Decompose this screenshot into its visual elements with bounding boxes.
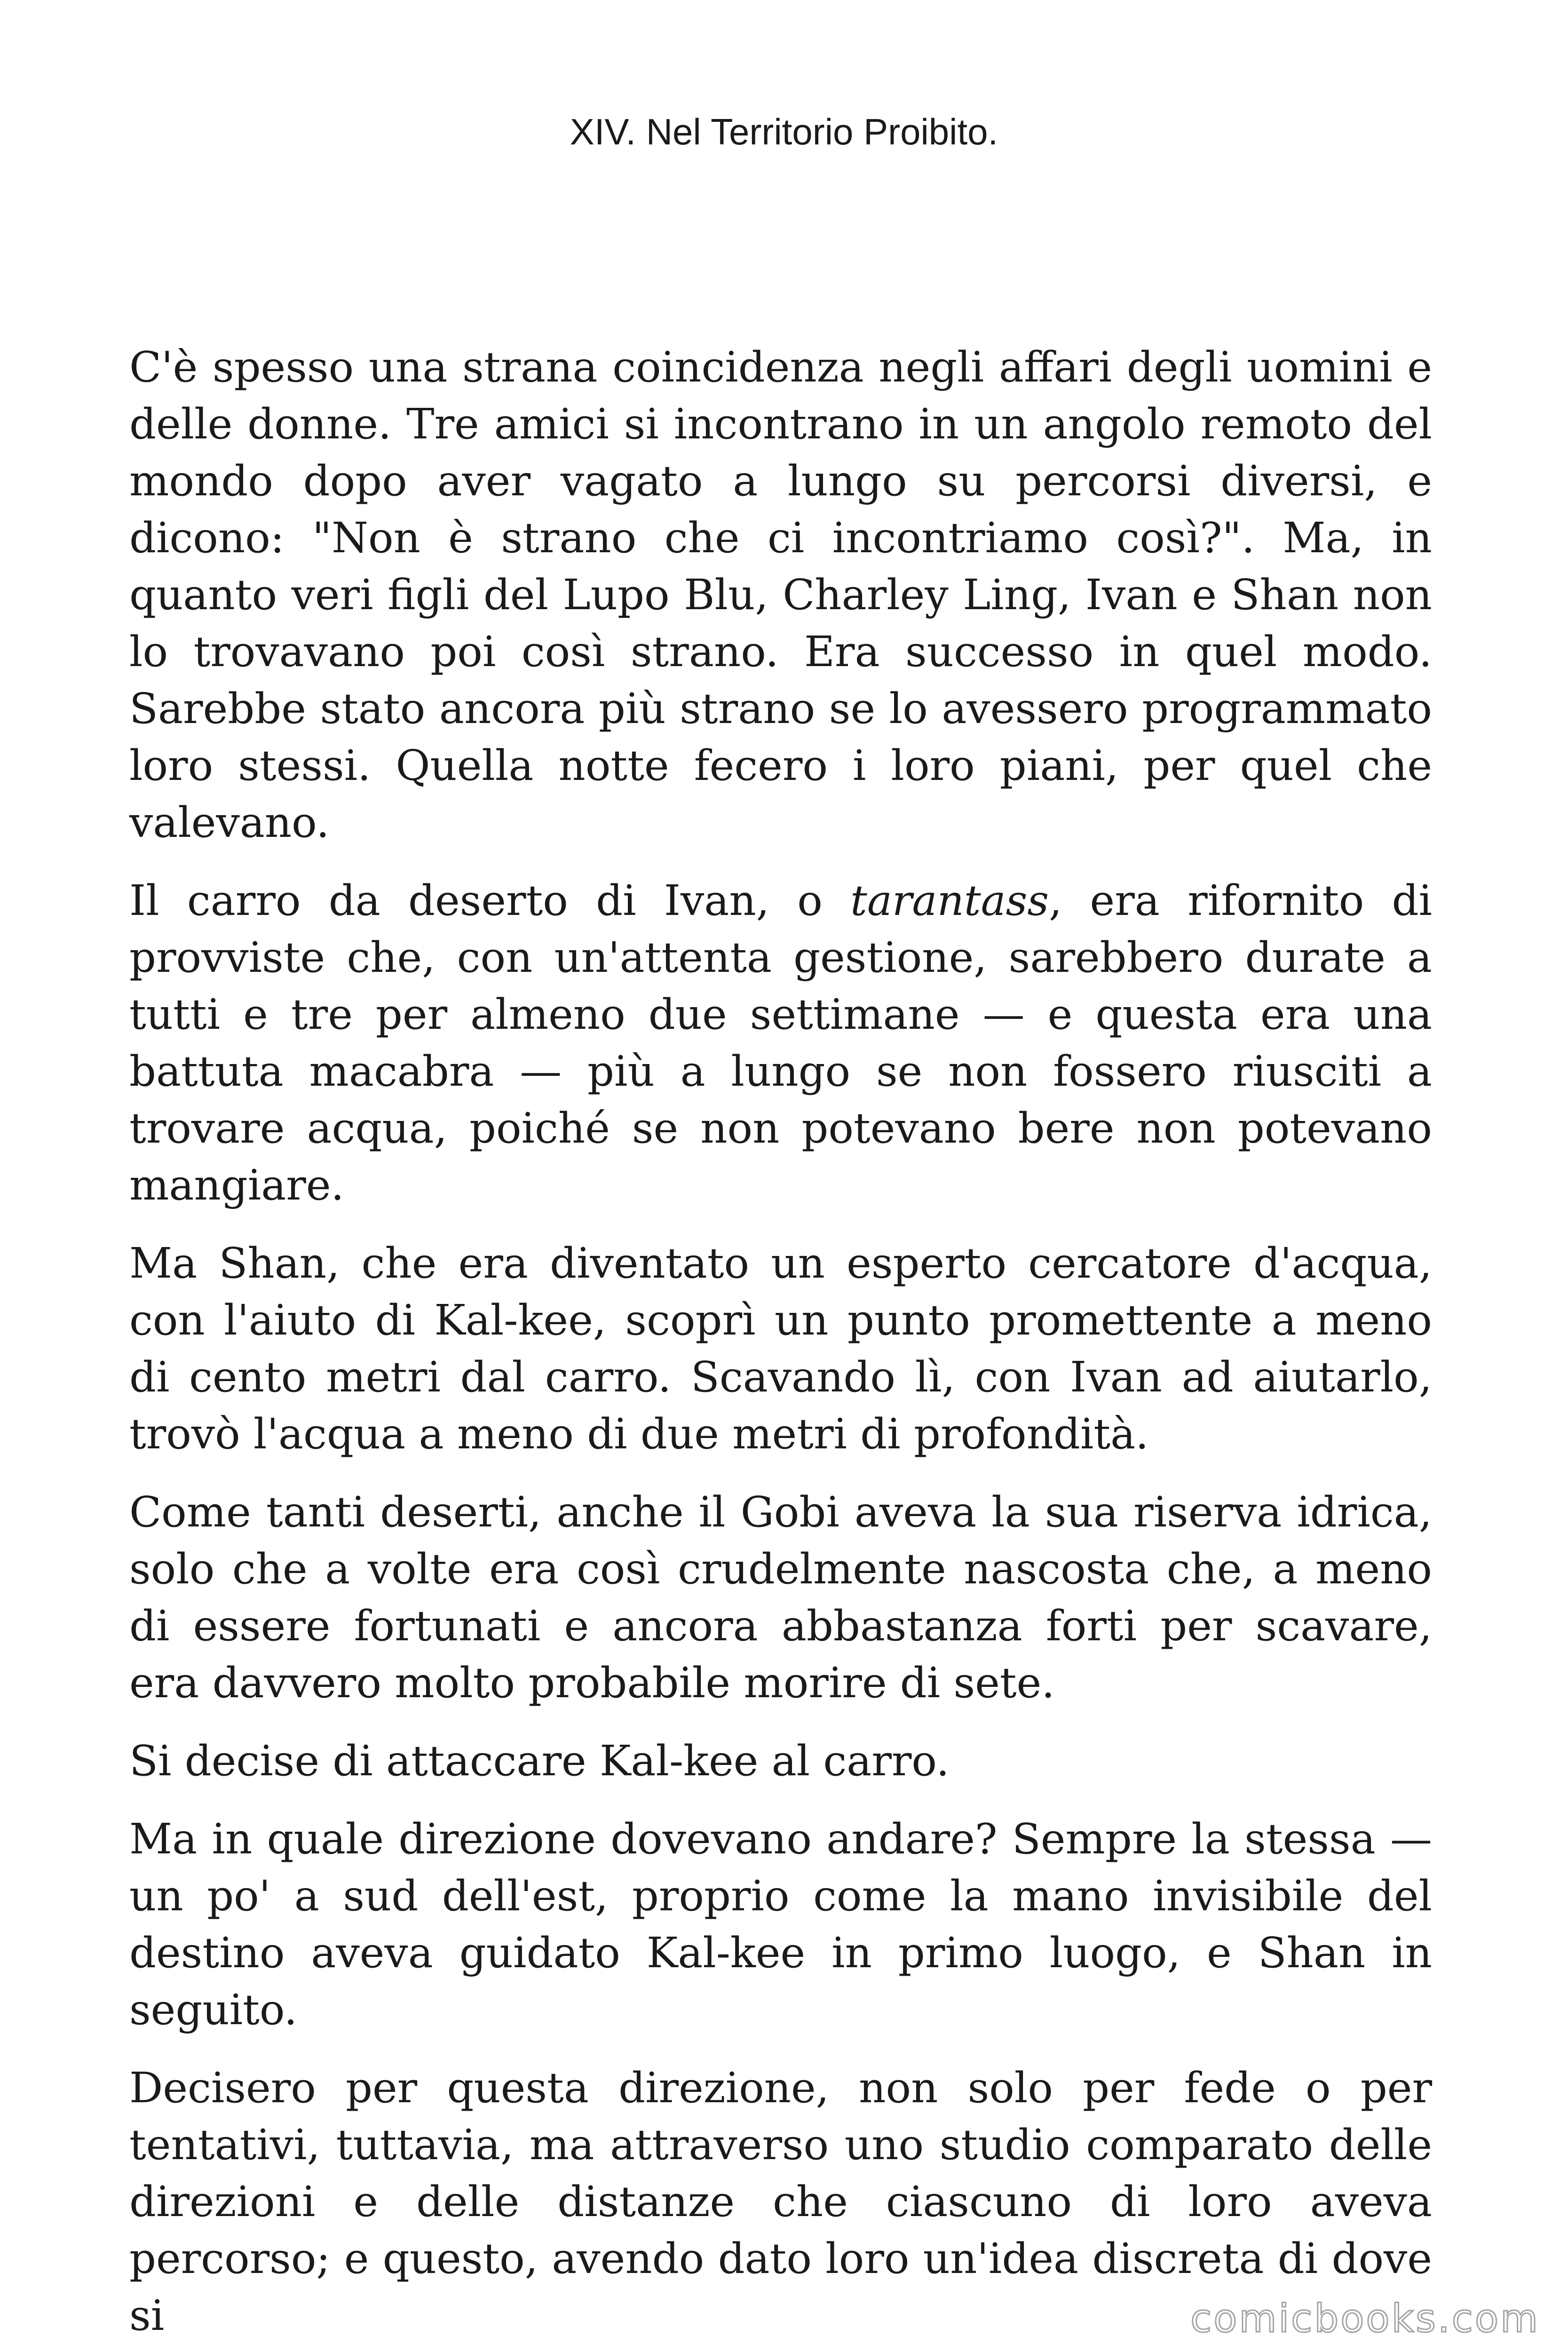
paragraph: Come tanti deserti, anche il Gobi aveva la sua riserva idrica, solo che a volte era così crudelmente nascosta che, a meno di essere fortunati e ancora abbastanza forti per scavare, era davvero molto probabile morire di sete.: [129, 1487, 1432, 1707]
paragraph: Ma Shan, che era diventato un esperto cercatore d'acqua, con l'aiuto di Kal-kee, scoprì un punto promettente a meno di cento metri dal carro. Scavando lì, con Ivan ad aiutarlo, trovò l'acqua a meno di due metri di profondità.: [129, 1239, 1432, 1458]
paragraph: [129, 872, 1432, 1214]
italic-term: tarantass: [850, 876, 1049, 925]
paragraph: C'è spesso una strana coincidenza negli affari degli uomini e delle donne. Tre amici si incontrano in un angolo remoto del mondo dopo aver vagato a lungo su percorsi diversi, e dicono: "Non è strano che ci incontriamo così?". Ma, in quanto veri figli del Lupo Blu, Charley Ling, Ivan e Shan non lo trovavano poi così strano. Era successo in quel modo. Sarebbe stato ancora più strano se lo avessero programmato loro stessi. Quella notte fecero i loro piani, per quel che valevano.: [129, 342, 1432, 847]
chapter-body: [129, 339, 1432, 2344]
paragraph-text: Il carro da deserto di Ivan, o: [129, 876, 851, 925]
paragraph: Decisero per questa direzione, non solo per fede o per tentativi, tuttavia, ma attraverso uno studio comparato delle direzioni e delle distanze che ciascuno di loro aveva percorso; e questo, avendo dato loro un'idea discreta di dove si: [129, 2063, 1432, 2340]
paragraph-text: , era rifornito di provviste che, con un'attenta gestione, sarebbero durate a tutti e tre per almeno due settimane — e questa era una battuta macabra — più a lungo se non fossero riusciti a trovare acqua, poiché se non potevano bere non potevano mangiare.: [129, 876, 1432, 1209]
chapter-running-head: XIV. Nel Territorio Proibito.: [570, 111, 998, 152]
site-watermark: comicbooks.com: [1190, 2296, 1540, 2341]
paragraph: Ma in quale direzione dovevano andare? Sempre la stessa — un po' a sud dell'est, proprio come la mano invisibile del destino aveva guidato Kal-kee in primo luogo, e Shan in seguito.: [129, 1814, 1432, 2034]
paragraph: Si decise di attaccare Kal-kee al carro.: [129, 1736, 950, 1785]
